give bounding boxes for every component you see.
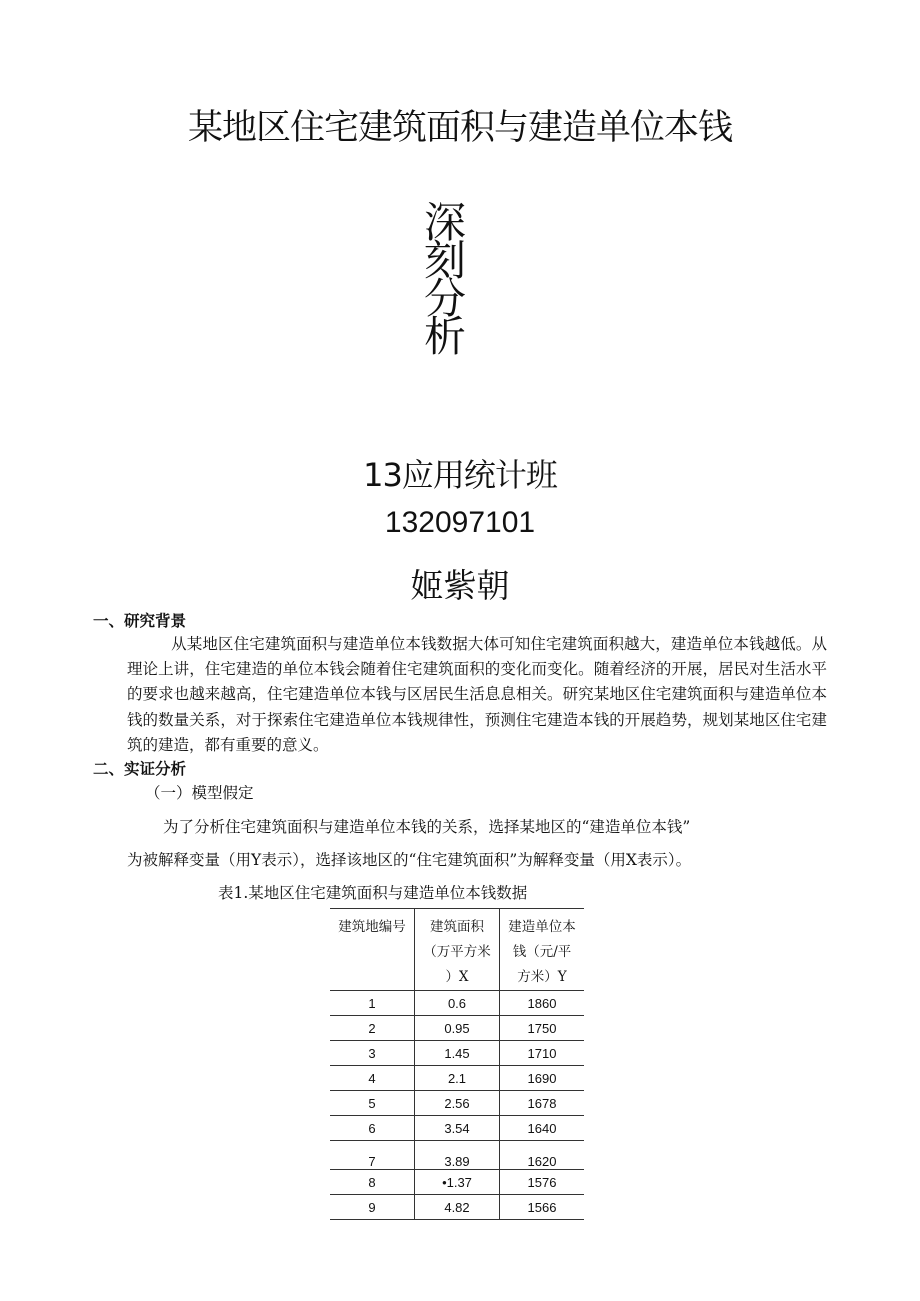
cell-id: 4: [330, 1066, 415, 1091]
cell-cost: 1678: [500, 1091, 585, 1116]
cell-area: 3.89: [415, 1141, 500, 1170]
header-text: 钱（元/平: [512, 944, 572, 960]
cell-cost: 1710: [500, 1041, 585, 1066]
background-paragraph-text: 从某地区住宅建筑面积与建造单位本钱数据大体可知住宅建筑面积越大，建造单位本钱越低。从理论上讲，住宅建造的单位本钱会随着住宅建筑面积的变化而变化。随着经济的开展，居民对生活水平的要求也越来越高，住宅建造单位本钱与区居民生活息息相关。研究某地区住宅建筑面积与建造单位本钱的数量关系，对于探索住宅建造单位本钱规律性，预测住宅建造本钱的开展趋势，规划某地区住宅建筑的建造，都有重要的意义。: [127, 635, 827, 754]
cell-area: 4.82: [415, 1195, 500, 1220]
cell-area: 3.54: [415, 1116, 500, 1141]
header-cell-area: [415, 909, 500, 991]
table-row: [330, 1041, 584, 1066]
cell-area: 2.1: [415, 1066, 500, 1091]
cell-area: •1.37: [415, 1170, 500, 1195]
cell-id: 7: [330, 1141, 415, 1170]
table-row: [330, 1195, 584, 1220]
cell-id: 6: [330, 1116, 415, 1141]
cell-id: 5: [330, 1091, 415, 1116]
subsection-model-assumption: （一）模型假定: [145, 784, 254, 802]
header-text: 建造单位本: [508, 919, 576, 935]
header-text: 方米）Y: [517, 969, 567, 985]
document-title: 某地区住宅建筑面积与建造单位本钱: [187, 108, 732, 148]
vertical-subtitle: 深刻分析: [418, 200, 467, 352]
cell-cost: 1566: [500, 1195, 585, 1220]
table-row: [330, 1141, 584, 1170]
header-text: 建筑地编号: [338, 919, 406, 935]
cell-cost: 1860: [500, 991, 585, 1016]
data-table: [330, 908, 584, 1220]
student-id: 132097101: [384, 506, 536, 539]
cell-id: 8: [330, 1170, 415, 1195]
cell-cost: 1620: [500, 1141, 585, 1170]
section-heading-background: 一、研究背景: [93, 611, 187, 630]
header-text: 建筑面积: [430, 919, 484, 935]
cell-cost: 1576: [500, 1170, 585, 1195]
cell-id: 9: [330, 1195, 415, 1220]
variable-line-2: 为被解释变量（用Y表示），选择该地区的“住宅建筑面积”为解释变量（用X表示）。: [127, 851, 692, 869]
cell-area: 0.6: [415, 991, 500, 1016]
class-name: 13应用统计班: [363, 456, 557, 494]
cell-cost: 1690: [500, 1066, 585, 1091]
cell-area: 2.56: [415, 1091, 500, 1116]
header-cell-cost: [500, 909, 585, 991]
author-name: 姬紫朝: [410, 566, 510, 605]
table-caption: 表1.某地区住宅建筑面积与建造单位本钱数据: [218, 884, 528, 902]
cell-id: 1: [330, 991, 415, 1016]
section-heading-empirical: 二、实证分析: [93, 759, 187, 778]
table-row: [330, 991, 584, 1016]
cell-area: 0.95: [415, 1016, 500, 1041]
cell-cost: 1640: [500, 1116, 585, 1141]
table-row: [330, 1116, 584, 1141]
cell-area: 1.45: [415, 1041, 500, 1066]
cell-id: 3: [330, 1041, 415, 1066]
table-row: [330, 1170, 584, 1195]
background-paragraph: [127, 632, 827, 758]
cell-cost: 1750: [500, 1016, 585, 1041]
header-text: ）X: [445, 969, 469, 985]
header-text: （万平方米: [423, 944, 491, 960]
table-row: [330, 1016, 584, 1041]
table-header-row: [330, 909, 584, 991]
variable-line-1: 为了分析住宅建筑面积与建造单位本钱的关系，选择某地区的“建造单位本钱”: [163, 818, 691, 836]
header-cell-id: [330, 909, 415, 991]
table-row: [330, 1091, 584, 1116]
cell-id: 2: [330, 1016, 415, 1041]
table-row: [330, 1066, 584, 1091]
